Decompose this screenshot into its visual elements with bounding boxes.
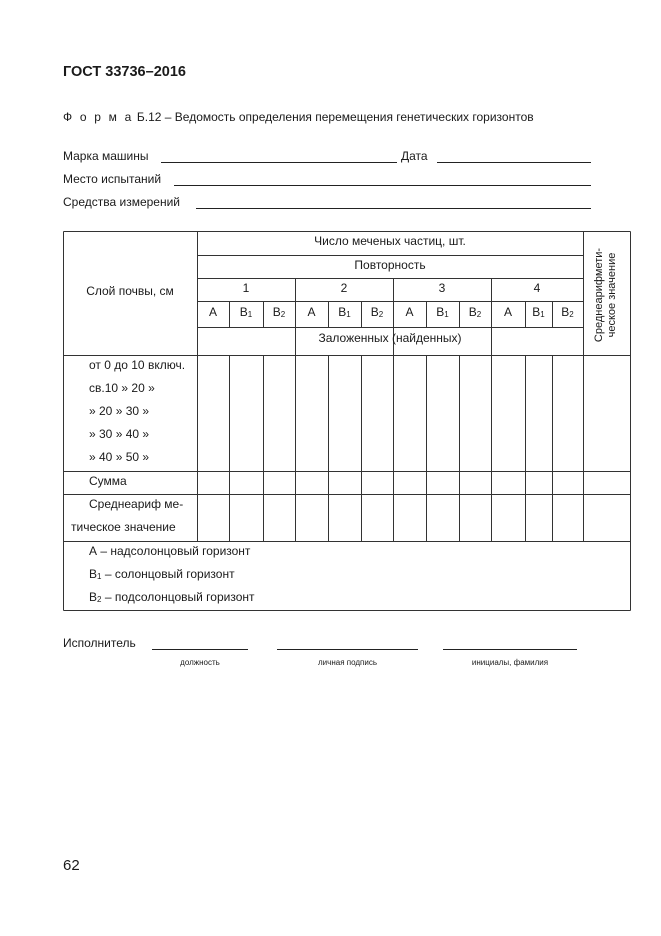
legend-code-b2: В [89,590,98,604]
subcol-letter: В [468,305,477,319]
legend-text-b1: – солонцовый горизонт [104,567,235,581]
mean-value-column-header [584,237,628,353]
legend-text-b2: – подсолонцовый горизонт [104,590,255,604]
subcol-index: 1 [444,310,449,319]
subcol-4-b1 [525,305,552,322]
legend-sub-b2: 2 [97,595,102,604]
form-label: Ф о р м а [63,110,134,124]
subcol-letter: В [532,305,541,319]
form-number: Б.12 [136,110,162,124]
form-title [63,110,534,124]
subcol-letter: В [272,305,281,319]
layer-label-2: » 20 » 30 » [89,404,150,418]
machine-brand-line [161,162,397,163]
page-number: 62 [63,857,80,874]
initials-caption: инициалы, фамилия [471,658,549,667]
measuring-tools-label: Средства измерений [63,195,181,209]
legend-code-a: А [89,544,98,558]
subcol-letter: А [405,305,414,319]
test-site-label: Место испытаний [63,172,162,186]
layer-label-1: св.10 » 20 » [89,381,155,395]
machine-brand-label: Марка машины [63,149,149,163]
position-line [152,649,248,650]
date-line [437,162,591,163]
subcol-letter: А [208,305,217,319]
machine-brand-field [63,149,593,165]
subcol-2-b2 [361,305,393,322]
subcol-4-a [491,305,525,319]
measuring-tools-field [63,195,593,211]
mean-label-line2: тическое значение [71,520,176,534]
subcol-letter: В [239,305,248,319]
subcol-2-a [295,305,328,319]
subcol-3-a [393,305,426,319]
subcol-letter: А [307,305,316,319]
subcol-index: 2 [378,310,384,319]
executor-label: Исполнитель [63,636,136,650]
legend-item-a [89,544,250,558]
subcol-3-b1 [426,305,459,322]
laid-found-header: Заложенных (найденных) [318,331,462,345]
subcol-index: 1 [540,310,545,319]
legend-code-b1: В [89,567,98,581]
subcol-index: 2 [476,310,482,319]
subcol-1-b2 [263,305,295,322]
legend-text-a: – надсолонцовый горизонт [100,544,251,558]
repetition-header: Повторность [354,258,426,272]
soil-layer-header: Слой почвы, см [86,284,174,298]
layer-label-3: » 30 » 40 » [89,427,150,441]
layer-label-4: » 40 » 50 » [89,450,150,464]
repetition-1: 1 [242,281,250,295]
subcol-2-b1 [328,305,361,322]
subcol-1-b1 [229,305,263,322]
subcol-1-a [197,305,229,319]
subcol-index: 1 [247,310,253,319]
subcol-index: 2 [280,310,286,319]
date-label: Дата [401,149,428,163]
subcol-letter: В [436,305,445,319]
data-table [63,231,631,611]
signature-caption: личная подпись [318,658,377,667]
subcol-index: 2 [569,310,574,319]
position-caption: должность [180,658,220,667]
signature-line [277,649,418,650]
legend-item-b2 [89,590,255,607]
subcol-letter: В [561,305,570,319]
mean-label-line1: Среднеариф ме- [89,497,184,511]
form-title-text: – Ведомость определения перемещения генетических горизонтов [164,110,534,124]
standard-number: ГОСТ 33736–2016 [63,64,186,80]
subcol-letter: В [338,305,347,319]
repetition-4: 4 [533,281,541,295]
sum-label: Сумма [89,474,127,488]
subcol-4-b2 [552,305,583,322]
test-site-field [63,172,593,188]
legend-sub-b1: 1 [97,572,102,581]
subcol-letter: А [503,305,512,319]
subcol-letter: В [370,305,379,319]
legend-item-b1 [89,567,235,584]
repetition-2: 2 [340,281,348,295]
subcol-index: 1 [346,310,351,319]
initials-line [443,649,577,650]
measuring-tools-line [196,208,591,209]
repetition-3: 3 [438,281,446,295]
subcol-3-b2 [459,305,491,322]
test-site-line [174,185,591,186]
mean-value-header-text: Среднеарифмети- ческое значение [593,247,618,343]
particles-header: Число меченых частиц, шт. [314,234,466,248]
layer-label-0: от 0 до 10 включ. [89,358,186,372]
